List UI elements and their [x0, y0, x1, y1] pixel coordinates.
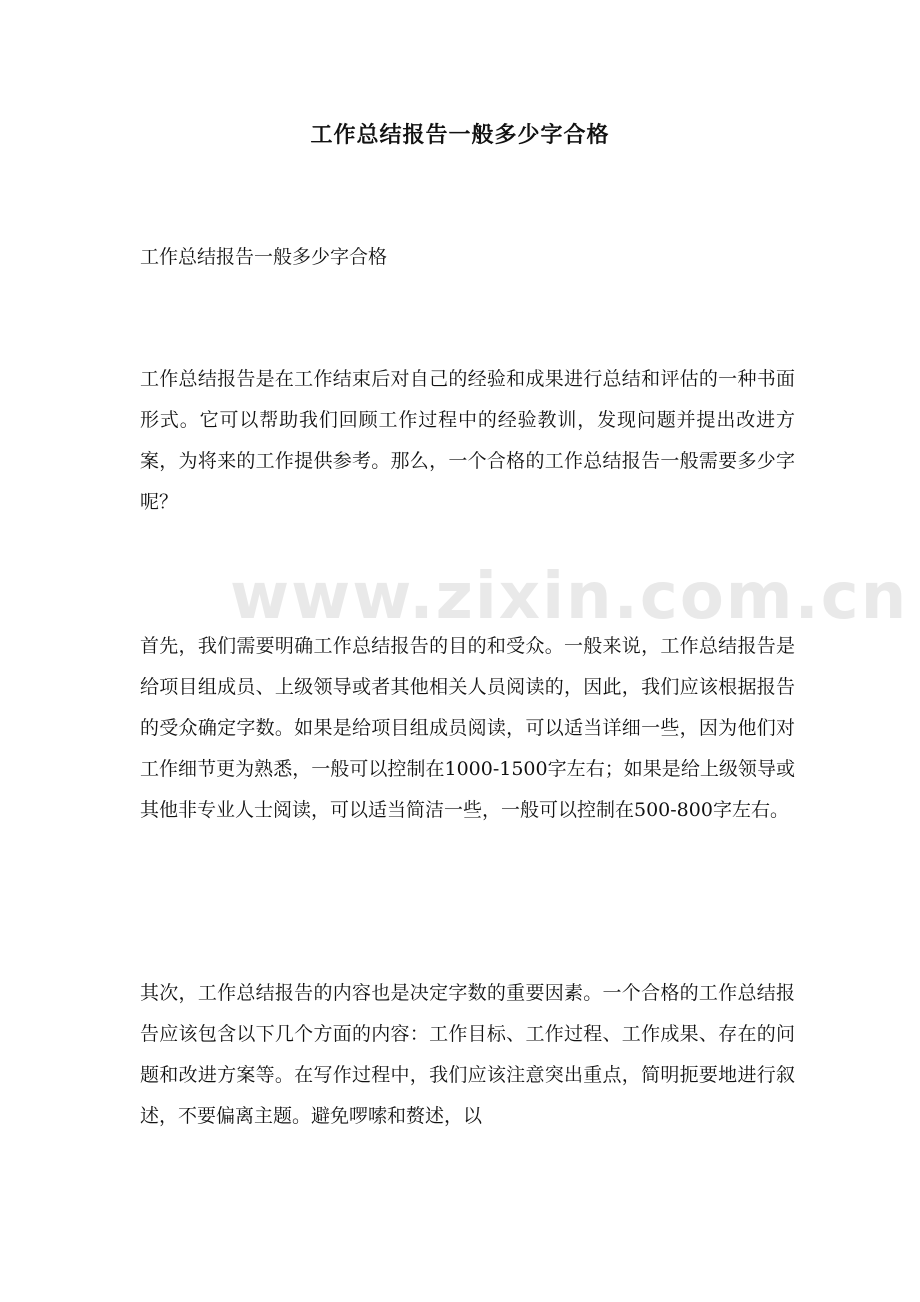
- watermark: www.zixin.com.cn: [230, 560, 909, 634]
- document-subtitle: 工作总结报告一般多少字合格: [140, 246, 388, 268]
- paragraph-2: 首先，我们需要明确工作总结报告的目的和受众。一般来说，工作总结报告是给项目组成员、上级领导或者其他相关人员阅读的，因此，我们应该根据报告的受众确定字数。如果是给项目组成员阅读，可以适当详细一些，因为他们对工作细节更为熟悉，一般可以控制在1000-1500字左右；如果是给上级领导或其他非专业人士阅读，可以适当简洁一些，一般可以控制在500-800字左右。: [140, 635, 795, 821]
- document-title: 工作总结报告一般多少字合格: [310, 122, 610, 148]
- paragraph-1: 工作总结报告是在工作结束后对自己的经验和成果进行总结和评估的一种书面形式。它可以帮助我们回顾工作过程中的经验教训，发现问题并提出改进方案，为将来的工作提供参考。那么，一个合格的工作总结报告一般需要多少字呢？: [140, 368, 795, 513]
- paragraph-3: 其次，工作总结报告的内容也是决定字数的重要因素。一个合格的工作总结报告应该包含以下几个方面的内容：工作目标、工作过程、工作成果、存在的问题和改进方案等。在写作过程中，我们应该注意突出重点，简明扼要地进行叙述，不要偏离主题。避免啰嗦和赘述，以: [140, 982, 795, 1127]
